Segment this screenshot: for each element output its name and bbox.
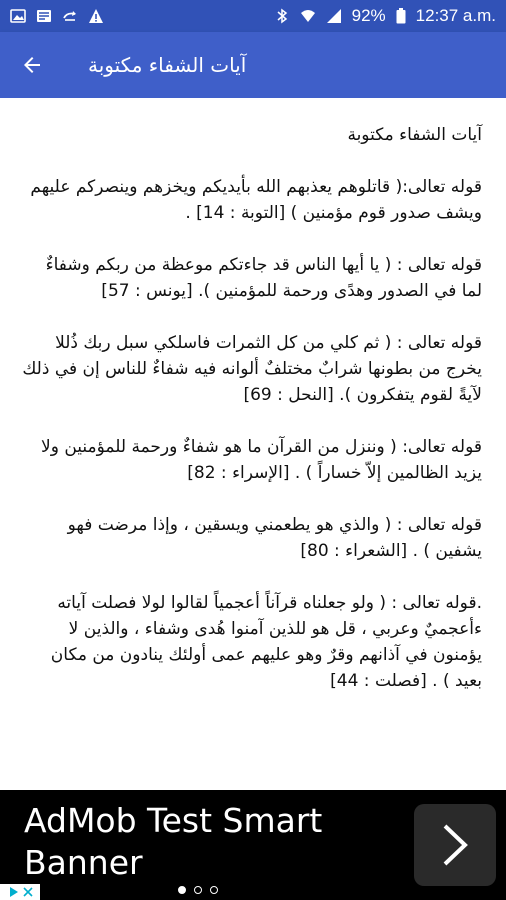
ad-banner-text[interactable]: AdMob Test Smart Banner — [24, 801, 323, 882]
pager-dot — [194, 886, 202, 894]
close-icon — [23, 887, 33, 897]
sync-icon — [62, 8, 78, 24]
ad-pager-dots — [178, 886, 218, 894]
status-bar-right — [274, 6, 496, 26]
status-bar-left — [10, 8, 104, 24]
image-icon — [10, 8, 26, 24]
adchoices-button[interactable] — [0, 884, 40, 900]
verse-paragraph: .قوله تعالى : ( ولو جعلناه قرآناً أعجمياً لقالوا لولا فصلت آياته ءأعجميٌ وعربي ، قل هو للذين آمنوا هُدى وشفاء ، والذين لا يؤمنون في آذانهم وقرٌ وهو عليهم عمى أولئك ينادون من مكان بعيد ) . [فصلت : 44] — [50, 593, 482, 691]
wifi-icon — [300, 8, 316, 24]
battery-percent: 92% — [351, 6, 386, 25]
ad-banner[interactable] — [0, 790, 506, 900]
status-bar — [0, 0, 506, 32]
signal-icon — [326, 8, 342, 24]
chevron-right-icon — [435, 820, 475, 870]
verses-text — [0, 98, 506, 694]
clock: 12:37 a.m. — [415, 6, 496, 25]
verse-paragraph: قوله تعالى : ( والذي هو يطعمني ويسقين ، وإذا مرضت فهو يشفين ) . [الشعراء : 80] — [67, 515, 482, 561]
app-bar-title: آيات الشفاء مكتوبة — [88, 53, 247, 77]
verse-paragraph: قوله تعالى : ( ثم كلي من كل الثمرات فاسلكي سبل ربك ذُللا يخرج من بطونها شرابٌ مختلفٌ ألوانه فيه شفاءٌ للناس إن في ذلك لآيةً لقوم يتفكرون ). [النحل : 69] — [22, 333, 482, 405]
adchoices-icon — [8, 886, 20, 898]
document-title: آيات الشفاء مكتوبة — [347, 125, 482, 145]
battery-icon — [396, 8, 406, 24]
pager-dot — [210, 886, 218, 894]
ad-cta-button[interactable] — [414, 804, 496, 886]
pager-dot — [178, 886, 186, 894]
bluetooth-icon — [274, 8, 290, 24]
mail-icon — [36, 8, 52, 24]
arrow-back-icon — [20, 53, 44, 77]
verse-paragraph: قوله تعالى: ( وننزل من القرآن ما هو شفاءٌ ورحمة للمؤمنين ولا يزيد الظالمين إلاّ خساراً ) . [الإسراء : 82] — [41, 437, 482, 483]
verses-content[interactable] — [0, 98, 506, 790]
warning-icon — [88, 8, 104, 24]
back-button[interactable] — [0, 32, 64, 98]
app-bar — [0, 32, 506, 98]
verse-paragraph: قوله تعالى:( قاتلوهم يعذبهم الله بأيديكم ويخزهم وينصركم عليهم ويشف صدور قوم مؤمنين ) [التوبة : 14] . — [30, 177, 482, 223]
verse-paragraph: قوله تعالى : ( يا أيها الناس قد جاءتكم موعظة من ربكم وشفاءٌ لما في الصدور وهدًى ورحمة للمؤمنين ). [يونس : 57] — [45, 255, 482, 301]
